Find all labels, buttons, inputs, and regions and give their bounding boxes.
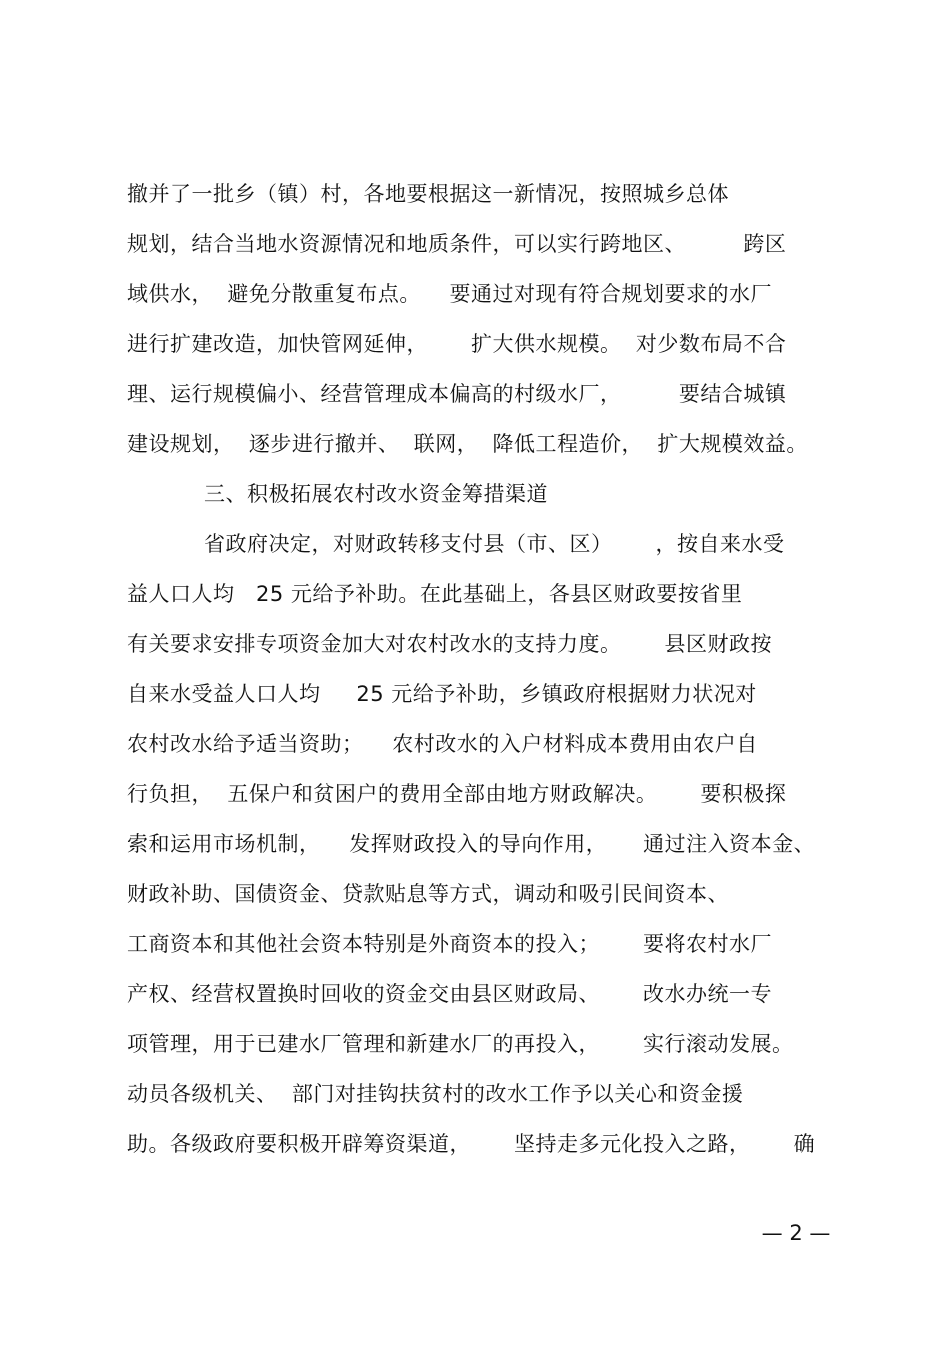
- text-line: 益人口人均 25 元给予补助。在此基础上，各县区财政要按省里: [127, 582, 743, 606]
- text-line: 动员各级机关、 部门对挂钩扶贫村的改水工作予以关心和资金援: [127, 1082, 744, 1106]
- text-line: 进行扩建改造，加快管网延伸， 扩大供水规模。 对少数布局不合: [127, 332, 787, 356]
- text-line: 索和运用市场机制， 发挥财政投入的导向作用， 通过注入资本金、: [127, 832, 816, 856]
- text-line: 建设规划， 逐步进行撤并、 联网， 降低工程造价， 扩大规模效益。: [127, 432, 808, 456]
- text-line: 有关要求安排专项资金加大对农村改水的支持力度。 县区财政按: [127, 632, 773, 656]
- page-number: — 2 —: [761, 1221, 831, 1245]
- text-line: 财政补助、国债资金、贷款贴息等方式，调动和吸引民间资本、: [127, 882, 729, 906]
- section-heading: 三、积极拓展农村改水资金筹措渠道: [204, 482, 548, 506]
- text-line: 工商资本和其他社会资本特别是外商资本的投入； 要将农村水厂: [127, 932, 773, 956]
- text-line: 项管理，用于已建水厂管理和新建水厂的再投入， 实行滚动发展。: [127, 1032, 794, 1056]
- text-line: 域供水， 避免分散重复布点。 要通过对现有符合规划要求的水厂: [127, 282, 773, 306]
- text-line: 行负担， 五保户和贫困户的费用全部由地方财政解决。 要积极探: [127, 782, 787, 806]
- text-line: 规划，结合当地水资源情况和地质条件，可以实行跨地区、 跨区: [127, 232, 787, 256]
- paragraph-start-line: 省政府决定，对财政转移支付县（市、区） ，按自来水受: [204, 532, 785, 556]
- text-line: 助。各级政府要积极开辟筹资渠道， 坚持走多元化投入之路， 确: [127, 1132, 816, 1156]
- text-line: 自来水受益人口人均 25 元给予补助，乡镇政府根据财力状况对: [127, 682, 757, 706]
- text-line: 撤并了一批乡（镇）村，各地要根据这一新情况，按照城乡总体: [127, 182, 729, 206]
- text-line: 理、运行规模偏小、经营管理成本偏高的村级水厂， 要结合城镇: [127, 382, 787, 406]
- text-line: 农村改水给予适当资助； 农村改水的入户材料成本费用由农户自: [127, 732, 758, 756]
- text-line: 产权、经营权置换时回收的资金交由县区财政局、 改水办统一专: [127, 982, 773, 1006]
